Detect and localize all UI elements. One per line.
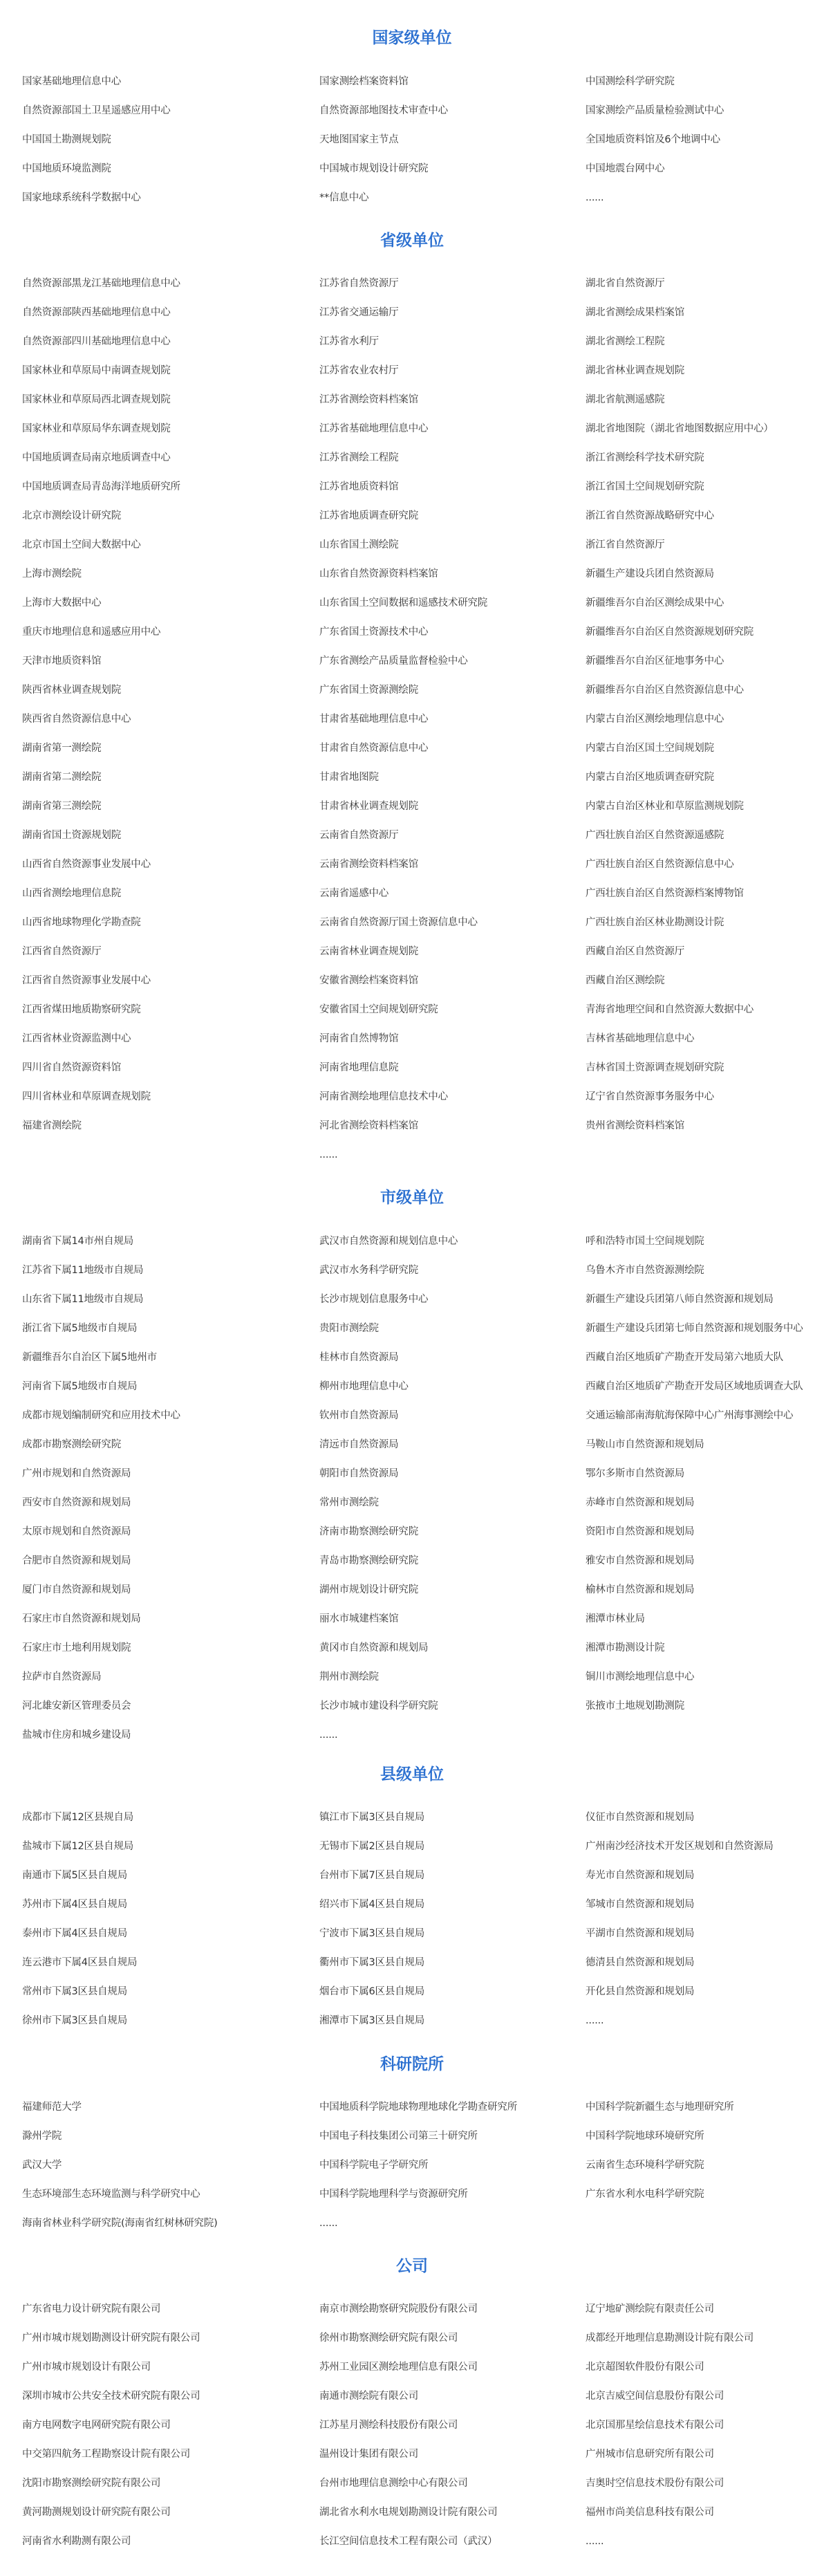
city-org-item: 乌鲁木齐市自然资源测绘院 bbox=[586, 1265, 704, 1276]
county-org-item: 常州市下属3区县自规局 bbox=[22, 1986, 128, 1997]
national-grid bbox=[22, 67, 824, 212]
research-org-item: 广东省水利水电科学研究院 bbox=[586, 2189, 704, 2200]
national-org-item: 中国地震台网中心 bbox=[586, 163, 665, 174]
provincial-org-item: 福建省测绘院 bbox=[22, 1120, 82, 1131]
research-org-item: 中国电子科技集团公司第三十研究所 bbox=[319, 2131, 478, 2142]
section-title-city: 市级单位 bbox=[380, 1189, 444, 1207]
company-grid bbox=[22, 2295, 824, 2556]
company-org-item: 成都经开地理信息勘测设计院有限公司 bbox=[586, 2333, 754, 2344]
provincial-org-item: 山东省国土空间数据和遥感技术研究院 bbox=[319, 597, 488, 609]
city-org-item: 湖南省下属14市州自规局 bbox=[22, 1236, 134, 1247]
provincial-org-item: 湖北省自然资源厅 bbox=[586, 278, 665, 289]
provincial-org-item: 山西省测绘地理信息院 bbox=[22, 888, 121, 899]
city-org-item: ...... bbox=[319, 1730, 338, 1741]
company-org-item: 深圳市城市公共安全技术研究院有限公司 bbox=[22, 2391, 200, 2402]
provincial-org-item: 河北省测绘资料档案馆 bbox=[319, 1120, 418, 1131]
company-org-item: 黄河勘测规划设计研究院有限公司 bbox=[22, 2507, 171, 2518]
national-org-item: 中国地质环境监测院 bbox=[22, 163, 111, 174]
provincial-org-item: 江苏省测绘工程院 bbox=[319, 452, 399, 463]
provincial-org-item: 云南省测绘资料档案馆 bbox=[319, 859, 418, 870]
provincial-org-item: 江苏省自然资源厅 bbox=[319, 278, 399, 289]
national-org-item: 自然资源部国土卫星遥感应用中心 bbox=[22, 105, 171, 116]
research-org-item: 中国科学院新疆生态与地理研究所 bbox=[586, 2102, 734, 2113]
provincial-org-item: 青海省地理空间和自然资源大数据中心 bbox=[586, 1004, 754, 1015]
company-org-item: 河南省水利勘测有限公司 bbox=[22, 2536, 131, 2547]
city-org-item: 合肥市自然资源和规划局 bbox=[22, 1555, 131, 1566]
city-org-item: 铜川市测绘地理信息中心 bbox=[586, 1671, 695, 1683]
national-org-item: 全国地质资料馆及6个地调中心 bbox=[586, 134, 720, 145]
provincial-org-item: 中国地质调查局南京地质调查中心 bbox=[22, 452, 171, 463]
provincial-org-item: 陕西省自然资源信息中心 bbox=[22, 714, 131, 725]
provincial-org-item: 山东省自然资源资料档案馆 bbox=[319, 568, 438, 580]
county-org-item: 仪征市自然资源和规划局 bbox=[586, 1812, 695, 1823]
provincial-org-item: 内蒙古自治区地质调查研究院 bbox=[586, 772, 714, 783]
provincial-org-item: 江西省自然资源事业发展中心 bbox=[22, 975, 151, 986]
provincial-org-item: 贵州省测绘资料档案馆 bbox=[586, 1120, 684, 1131]
provincial-org-item: 安徽省测绘档案资料馆 bbox=[319, 975, 418, 986]
company-org-item: 北京国那星绘信息技术有限公司 bbox=[586, 2420, 724, 2431]
company-org-item: 江苏星月测绘科技股份有限公司 bbox=[319, 2420, 458, 2431]
company-org-item: 温州设计集团有限公司 bbox=[319, 2449, 418, 2460]
provincial-grid bbox=[22, 269, 824, 1169]
provincial-org-item: 上海市测绘院 bbox=[22, 568, 82, 580]
provincial-org-item: 广西壮族自治区自然资源档案博物馆 bbox=[586, 888, 744, 899]
county-org-item: 开化县自然资源和规划局 bbox=[586, 1986, 695, 1997]
provincial-org-item: 湖南省国土资源规划院 bbox=[22, 830, 121, 841]
provincial-org-item: 上海市大数据中心 bbox=[22, 597, 102, 609]
city-org-item: 河南省下属5地级市自规局 bbox=[22, 1381, 138, 1392]
research-org-item: 武汉大学 bbox=[22, 2160, 62, 2171]
provincial-org-item: 广西壮族自治区自然资源遥感院 bbox=[586, 830, 724, 841]
section-title-county: 县级单位 bbox=[380, 1766, 444, 1783]
county-org-item: 邹城市自然资源和规划局 bbox=[586, 1899, 695, 1910]
research-org-item: 中国科学院地理科学与资源研究所 bbox=[319, 2189, 468, 2200]
section-title-national: 国家级单位 bbox=[372, 29, 452, 47]
city-org-item: 武汉市水务科学研究院 bbox=[319, 1265, 418, 1276]
city-org-item: 青岛市勘察测绘研究院 bbox=[319, 1555, 418, 1566]
provincial-org-item: 云南省遥感中心 bbox=[319, 888, 389, 899]
provincial-org-item: 国家林业和草原局西北调查规划院 bbox=[22, 394, 171, 405]
provincial-org-item: 四川省自然资源资料馆 bbox=[22, 1062, 121, 1073]
provincial-org-item: 湖北省航测遥感院 bbox=[586, 394, 665, 405]
city-org-item: 常州市测绘院 bbox=[319, 1497, 379, 1508]
county-org-item: 广州南沙经济技术开发区规划和自然资源局 bbox=[586, 1841, 774, 1852]
company-org-item: 南方电网数字电网研究院有限公司 bbox=[22, 2420, 171, 2431]
provincial-org-item: 内蒙古自治区林业和草原监测规划院 bbox=[586, 801, 744, 812]
company-org-item: 长江空间信息技术工程有限公司（武汉） bbox=[319, 2536, 498, 2547]
provincial-org-item: 江苏省农业农村厅 bbox=[319, 365, 399, 376]
provincial-org-item: 甘肃省自然资源信息中心 bbox=[319, 743, 429, 754]
city-org-item: 成都市规划编制研究和应用技术中心 bbox=[22, 1410, 180, 1421]
provincial-org-item: 江苏省交通运输厅 bbox=[319, 307, 399, 318]
national-org-item: **信息中心 bbox=[319, 192, 369, 203]
research-org-item: 中国地质科学院地球物理地球化学勘查研究所 bbox=[319, 2102, 517, 2113]
county-org-item: 绍兴市下属4区县自规局 bbox=[319, 1899, 425, 1910]
city-org-item: 钦州市自然资源局 bbox=[319, 1410, 399, 1421]
provincial-org-item: 河南省测绘地理信息技术中心 bbox=[319, 1091, 448, 1102]
provincial-org-item: 江苏省基础地理信息中心 bbox=[319, 423, 429, 434]
city-org-item: 榆林市自然资源和规划局 bbox=[586, 1584, 695, 1595]
county-org-item: 连云港市下属4区县自规局 bbox=[22, 1957, 138, 1968]
city-org-item: 广州市规划和自然资源局 bbox=[22, 1468, 131, 1479]
provincial-org-item: 山西省自然资源事业发展中心 bbox=[22, 859, 151, 870]
research-org-item: 滁州学院 bbox=[22, 2131, 62, 2142]
county-org-item: 南通市下属5区县自规局 bbox=[22, 1870, 128, 1881]
provincial-org-item: 甘肃省基础地理信息中心 bbox=[319, 714, 429, 725]
provincial-org-item: 山西省地球物理化学勘查院 bbox=[22, 917, 141, 928]
research-org-item: 海南省林业科学研究院(海南省红树林研究院) bbox=[22, 2218, 218, 2229]
provincial-org-item: 河南省自然博物馆 bbox=[319, 1033, 399, 1044]
city-org-item: 西藏自治区地质矿产勘查开发局区域地质调查大队 bbox=[586, 1381, 803, 1392]
city-org-item: 成都市勘察测绘研究院 bbox=[22, 1439, 121, 1450]
provincial-org-item: 江苏省地质调查研究院 bbox=[319, 510, 418, 521]
national-org-item: 自然资源部地图技术审查中心 bbox=[319, 105, 448, 116]
city-org-item: 山东省下属11地级市自规局 bbox=[22, 1294, 144, 1305]
company-org-item: 吉奥时空信息技术股份有限公司 bbox=[586, 2478, 724, 2489]
provincial-org-item: 云南省自然资源厅 bbox=[319, 830, 399, 841]
national-org-item: ...... bbox=[586, 192, 604, 203]
city-org-item: 新疆生产建设兵团第七师自然资源和规划服务中心 bbox=[586, 1323, 803, 1334]
city-grid bbox=[22, 1227, 824, 1750]
provincial-org-item: 自然资源部四川基础地理信息中心 bbox=[22, 336, 171, 347]
provincial-org-item: 湖北省地图院（湖北省地图数据应用中心） bbox=[586, 423, 774, 434]
national-org-item: 国家基础地理信息中心 bbox=[22, 76, 121, 87]
provincial-org-item: 北京市测绘设计研究院 bbox=[22, 510, 121, 521]
provincial-org-item: 新疆生产建设兵团自然资源局 bbox=[586, 568, 714, 580]
county-org-item: 徐州市下属3区县自规局 bbox=[22, 2015, 128, 2026]
city-org-item: 桂林市自然资源局 bbox=[319, 1352, 399, 1363]
provincial-org-item: 国家林业和草原局华东调查规划院 bbox=[22, 423, 171, 434]
city-org-item: 长沙市规划信息服务中心 bbox=[319, 1294, 429, 1305]
company-org-item: 湖北省水利水电规划勘测设计院有限公司 bbox=[319, 2507, 498, 2518]
company-org-item: 南京市测绘勘察研究院股份有限公司 bbox=[319, 2304, 478, 2315]
county-org-item: 衢州市下属3区县自规局 bbox=[319, 1957, 425, 1968]
provincial-org-item: 浙江省自然资源厅 bbox=[586, 539, 665, 550]
company-org-item: 苏州工业园区测绘地理信息有限公司 bbox=[319, 2362, 478, 2373]
city-org-item: 资阳市自然资源和规划局 bbox=[586, 1526, 695, 1537]
provincial-org-item: 自然资源部陕西基础地理信息中心 bbox=[22, 307, 171, 318]
provincial-org-item: 天津市地质资料馆 bbox=[22, 656, 102, 667]
city-org-item: 马鞍山市自然资源和规划局 bbox=[586, 1439, 704, 1450]
provincial-org-item: 湖南省第三测绘院 bbox=[22, 801, 102, 812]
city-org-item: 西安市自然资源和规划局 bbox=[22, 1497, 131, 1508]
provincial-org-item: 湖北省测绘成果档案馆 bbox=[586, 307, 684, 318]
provincial-org-item: 安徽省国土空间规划研究院 bbox=[319, 1004, 438, 1015]
provincial-org-item: 广西壮族自治区林业勘测设计院 bbox=[586, 917, 724, 928]
national-org-item: 国家测绘产品质量检验测试中心 bbox=[586, 105, 724, 116]
county-org-item: 台州市下属7区县自规局 bbox=[319, 1870, 425, 1881]
provincial-org-item: 湖南省第一测绘院 bbox=[22, 743, 102, 754]
national-org-item: 天地图国家主节点 bbox=[319, 134, 399, 145]
provincial-org-item: 新疆维吾尔自治区测绘成果中心 bbox=[586, 597, 724, 609]
city-org-item: 拉萨市自然资源局 bbox=[22, 1671, 102, 1683]
provincial-org-item: 浙江省测绘科学技术研究院 bbox=[586, 452, 704, 463]
research-org-item: 中国科学院电子学研究所 bbox=[319, 2160, 429, 2171]
national-org-item: 中国测绘科学研究院 bbox=[586, 76, 675, 87]
county-org-item: ...... bbox=[586, 2015, 604, 2026]
research-grid bbox=[22, 2093, 824, 2238]
provincial-org-item: 新疆维吾尔自治区征地事务中心 bbox=[586, 656, 724, 667]
city-org-item: 张掖市土地规划勘测院 bbox=[586, 1701, 684, 1712]
provincial-org-item: 广西壮族自治区自然资源信息中心 bbox=[586, 859, 734, 870]
company-org-item: 辽宁地矿测绘院有限责任公司 bbox=[586, 2304, 714, 2315]
city-org-item: 新疆生产建设兵团第八师自然资源和规划局 bbox=[586, 1294, 774, 1305]
company-org-item: 台州市地理信息测绘中心有限公司 bbox=[319, 2478, 468, 2489]
city-org-item: 呼和浩特市国土空间规划院 bbox=[586, 1236, 704, 1247]
provincial-org-item: 吉林省基础地理信息中心 bbox=[586, 1033, 695, 1044]
city-org-item: 荆州市测绘院 bbox=[319, 1671, 379, 1683]
company-org-item: 徐州市勘察测绘研究院有限公司 bbox=[319, 2333, 458, 2344]
city-org-item: 太原市规划和自然资源局 bbox=[22, 1526, 131, 1537]
provincial-org-item: 江西省自然资源厅 bbox=[22, 946, 102, 957]
provincial-org-item: 江苏省测绘资料档案馆 bbox=[319, 394, 418, 405]
national-org-item: 中国国土勘测规划院 bbox=[22, 134, 111, 145]
section-title-company: 公司 bbox=[396, 2257, 428, 2275]
company-org-item: 北京吉威空间信息股份有限公司 bbox=[586, 2391, 724, 2402]
county-org-item: 镇江市下属3区县自规局 bbox=[319, 1812, 425, 1823]
city-org-item: 武汉市自然资源和规划信息中心 bbox=[319, 1236, 458, 1247]
city-org-item: 石家庄市土地利用规划院 bbox=[22, 1642, 131, 1653]
research-org-item: 生态环境部生态环境监测与科学研究中心 bbox=[22, 2189, 200, 2200]
provincial-org-item: 国家林业和草原局中南调查规划院 bbox=[22, 365, 171, 376]
company-org-item: 北京超图软件股份有限公司 bbox=[586, 2362, 704, 2373]
provincial-org-item: 云南省自然资源厅国土资源信息中心 bbox=[319, 917, 478, 928]
provincial-org-item: 山东省国土测绘院 bbox=[319, 539, 399, 550]
city-org-item: 石家庄市自然资源和规划局 bbox=[22, 1613, 141, 1624]
city-org-item: 湘潭市勘测设计院 bbox=[586, 1642, 665, 1653]
provincial-org-item bbox=[22, 1140, 319, 1169]
city-org-item: 交通运输部南海航海保障中心广州海事测绘中心 bbox=[586, 1410, 794, 1421]
company-org-item: 广州市城市规划设计有限公司 bbox=[22, 2362, 151, 2373]
county-org-item: 成都市下属12区县规自局 bbox=[22, 1812, 134, 1823]
section-title-research: 科研院所 bbox=[380, 2055, 444, 2073]
research-org-item: 中国科学院地球环境研究所 bbox=[586, 2131, 704, 2142]
research-org-item: 福建师范大学 bbox=[22, 2102, 82, 2113]
provincial-org-item: 浙江省国土空间规划研究院 bbox=[586, 481, 704, 492]
city-org-item: 黄冈市自然资源和规划局 bbox=[319, 1642, 429, 1653]
city-org-item: 盐城市住房和城乡建设局 bbox=[22, 1730, 131, 1741]
county-org-item: 无锡市下属2区县自规局 bbox=[319, 1841, 425, 1852]
county-org-item: 湘潭市下属3区县自规局 bbox=[319, 2015, 425, 2026]
company-org-item: ...... bbox=[586, 2536, 604, 2547]
provincial-org-item: 江苏省地质资料馆 bbox=[319, 481, 399, 492]
provincial-org-item: 北京市国土空间大数据中心 bbox=[22, 539, 141, 550]
provincial-org-item: 云南省林业调查规划院 bbox=[319, 946, 418, 957]
provincial-org-item bbox=[586, 1140, 824, 1169]
provincial-org-item: ...... bbox=[319, 1149, 338, 1160]
provincial-org-item: 河南省地理信息院 bbox=[319, 1062, 399, 1073]
provincial-org-item: 湖南省第二测绘院 bbox=[22, 772, 102, 783]
county-org-item: 盐城市下属12区县自规局 bbox=[22, 1841, 134, 1852]
company-org-item: 沈阳市勘察测绘研究院有限公司 bbox=[22, 2478, 161, 2489]
city-org-item: 贵阳市测绘院 bbox=[319, 1323, 379, 1334]
provincial-org-item: 甘肃省地图院 bbox=[319, 772, 379, 783]
county-org-item: 苏州市下属4区县自规局 bbox=[22, 1899, 128, 1910]
national-org-item: 国家测绘档案资料馆 bbox=[319, 76, 409, 87]
provincial-org-item: 内蒙古自治区测绘地理信息中心 bbox=[586, 714, 724, 725]
city-org-item: 河北雄安新区管理委员会 bbox=[22, 1701, 131, 1712]
city-org-item: 江苏省下属11地级市自规局 bbox=[22, 1265, 144, 1276]
county-org-item: 烟台市下属6区县自规局 bbox=[319, 1986, 425, 1997]
provincial-org-item: 内蒙古自治区国土空间规划院 bbox=[586, 743, 714, 754]
company-org-item: 中交第四航务工程勘察设计院有限公司 bbox=[22, 2449, 191, 2460]
county-org-item: 宁波市下属3区县自规局 bbox=[319, 1928, 425, 1939]
city-org-item: 湘潭市林业局 bbox=[586, 1613, 645, 1624]
county-org-item: 平湖市自然资源和规划局 bbox=[586, 1928, 695, 1939]
provincial-org-item: 浙江省自然资源战略研究中心 bbox=[586, 510, 714, 521]
research-org-item bbox=[586, 2209, 824, 2238]
provincial-org-item: 江西省煤田地质勘察研究院 bbox=[22, 1004, 141, 1015]
provincial-org-item: 湖北省测绘工程院 bbox=[586, 336, 665, 347]
provincial-org-item: 江苏省水利厅 bbox=[319, 336, 379, 347]
company-org-item: 广东省电力设计研究院有限公司 bbox=[22, 2304, 161, 2315]
company-org-item: 南通市测绘院有限公司 bbox=[319, 2391, 418, 2402]
city-org-item: 赤峰市自然资源和规划局 bbox=[586, 1497, 695, 1508]
city-org-item: 清远市自然资源局 bbox=[319, 1439, 399, 1450]
provincial-org-item: 甘肃省林业调查规划院 bbox=[319, 801, 418, 812]
provincial-org-item: 中国地质调查局青岛海洋地质研究所 bbox=[22, 481, 180, 492]
company-org-item: 福州市尚美信息科技有限公司 bbox=[586, 2507, 714, 2518]
provincial-org-item: 广东省测绘产品质量监督检验中心 bbox=[319, 656, 468, 667]
county-org-item: 德清县自然资源和规划局 bbox=[586, 1957, 695, 1968]
city-org-item: 朝阳市自然资源局 bbox=[319, 1468, 399, 1479]
county-org-item: 泰州市下属4区县自规局 bbox=[22, 1928, 128, 1939]
national-org-item: 中国城市规划设计研究院 bbox=[319, 163, 429, 174]
city-org-item: 丽水市城建档案馆 bbox=[319, 1613, 399, 1624]
provincial-org-item: 自然资源部黑龙江基础地理信息中心 bbox=[22, 278, 180, 289]
section-title-provincial: 省级单位 bbox=[380, 232, 444, 250]
city-org-item: 鄂尔多斯市自然资源局 bbox=[586, 1468, 684, 1479]
city-org-item: 新疆维吾尔自治区下属5地州市 bbox=[22, 1352, 157, 1363]
city-org-item: 厦门市自然资源和规划局 bbox=[22, 1584, 131, 1595]
company-org-item: 广州城市信息研究所有限公司 bbox=[586, 2449, 714, 2460]
city-org-item: 雅安市自然资源和规划局 bbox=[586, 1555, 695, 1566]
provincial-org-item: 西藏自治区测绘院 bbox=[586, 975, 665, 986]
provincial-org-item: 西藏自治区自然资源厅 bbox=[586, 946, 684, 957]
provincial-org-item: 江西省林业资源监测中心 bbox=[22, 1033, 131, 1044]
city-org-item: 柳州市地理信息中心 bbox=[319, 1381, 409, 1392]
provincial-org-item: 广东省国土资源测绘院 bbox=[319, 685, 418, 696]
city-org-item: 长沙市城市建设科学研究院 bbox=[319, 1701, 438, 1712]
provincial-org-item: 新疆维吾尔自治区自然资源信息中心 bbox=[586, 685, 744, 696]
provincial-org-item: 四川省林业和草原调查规划院 bbox=[22, 1091, 151, 1102]
company-org-item: 广州市城市规划勘测设计研究院有限公司 bbox=[22, 2333, 200, 2344]
research-org-item: 云南省生态环境科学研究院 bbox=[586, 2160, 704, 2171]
provincial-org-item: 湖北省林业调查规划院 bbox=[586, 365, 684, 376]
county-grid bbox=[22, 1803, 824, 2035]
national-org-item: 国家地球系统科学数据中心 bbox=[22, 192, 141, 203]
research-org-item: ...... bbox=[319, 2218, 338, 2229]
city-org-item: 湖州市规划设计研究院 bbox=[319, 1584, 418, 1595]
provincial-org-item: 重庆市地理信息和遥感应用中心 bbox=[22, 627, 161, 638]
provincial-org-item: 新疆维吾尔自治区自然资源规划研究院 bbox=[586, 627, 754, 638]
county-org-item: 寿光市自然资源和规划局 bbox=[586, 1870, 695, 1881]
city-org-item: 西藏自治区地质矿产勘查开发局第六地质大队 bbox=[586, 1352, 783, 1363]
city-org-item: 济南市勘察测绘研究院 bbox=[319, 1526, 418, 1537]
provincial-org-item: 陕西省林业调查规划院 bbox=[22, 685, 121, 696]
provincial-org-item: 辽宁省自然资源事务服务中心 bbox=[586, 1091, 714, 1102]
city-org-item bbox=[586, 1721, 824, 1750]
provincial-org-item: 广东省国土资源技术中心 bbox=[319, 627, 429, 638]
city-org-item: 浙江省下属5地级市自规局 bbox=[22, 1323, 138, 1334]
provincial-org-item: 吉林省国土资源调查规划研究院 bbox=[586, 1062, 724, 1073]
